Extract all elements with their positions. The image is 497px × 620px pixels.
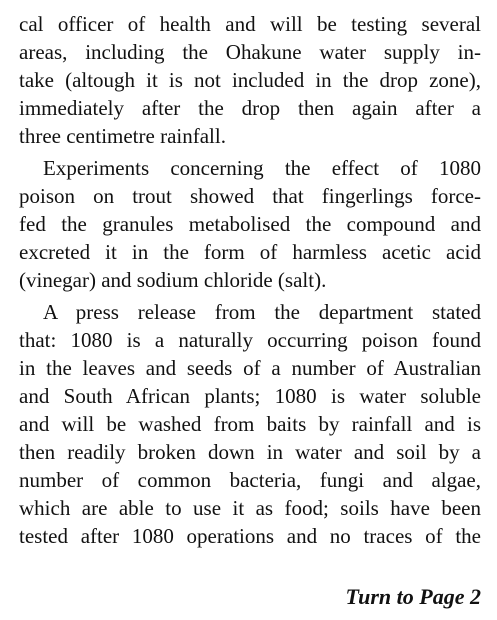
text-line: cal officer of health and will be testing several [19,12,481,36]
text-line: (vinegar) and sodium chloride (salt). [19,268,327,292]
text-line: number of common bacteria, fungi and algae, [19,468,481,492]
text-line: Experiments concerning the effect of 1080 [43,156,481,180]
article-column [19,10,481,550]
text-line: and South African plants; 1080 is water soluble [19,384,481,408]
text-line: which are able to use it as food; soils have been [19,496,481,520]
text-line: tested after 1080 operations and no traces of the [19,524,481,548]
text-line: A press release from the department stated [43,300,481,324]
text-line: take (altough it is not included in the drop zone), [19,68,481,92]
paragraph-2 [19,154,481,294]
text-line: immediately after the drop then again after a [19,96,481,120]
text-line: areas, including the Ohakune water supply in- [19,40,481,64]
text-line: and will be washed from baits by rainfall and is [19,412,481,436]
text-line: that: 1080 is a naturally occurring poison found [19,328,481,352]
text-line: in the leaves and seeds of a number of Australian [19,356,481,380]
text-line: fed the granules metabolised the compound and [19,212,481,236]
text-line: poison on trout showed that fingerlings force- [19,184,481,208]
text-line: excreted it in the form of harmless acetic acid [19,240,481,264]
continuation-note: Turn to Page 2 [345,584,481,609]
paragraph-1 [19,10,481,150]
text-line: then readily broken down in water and soil by a [19,440,481,464]
text-line: three centimetre rainfall. [19,124,226,148]
paragraph-3 [19,298,481,550]
